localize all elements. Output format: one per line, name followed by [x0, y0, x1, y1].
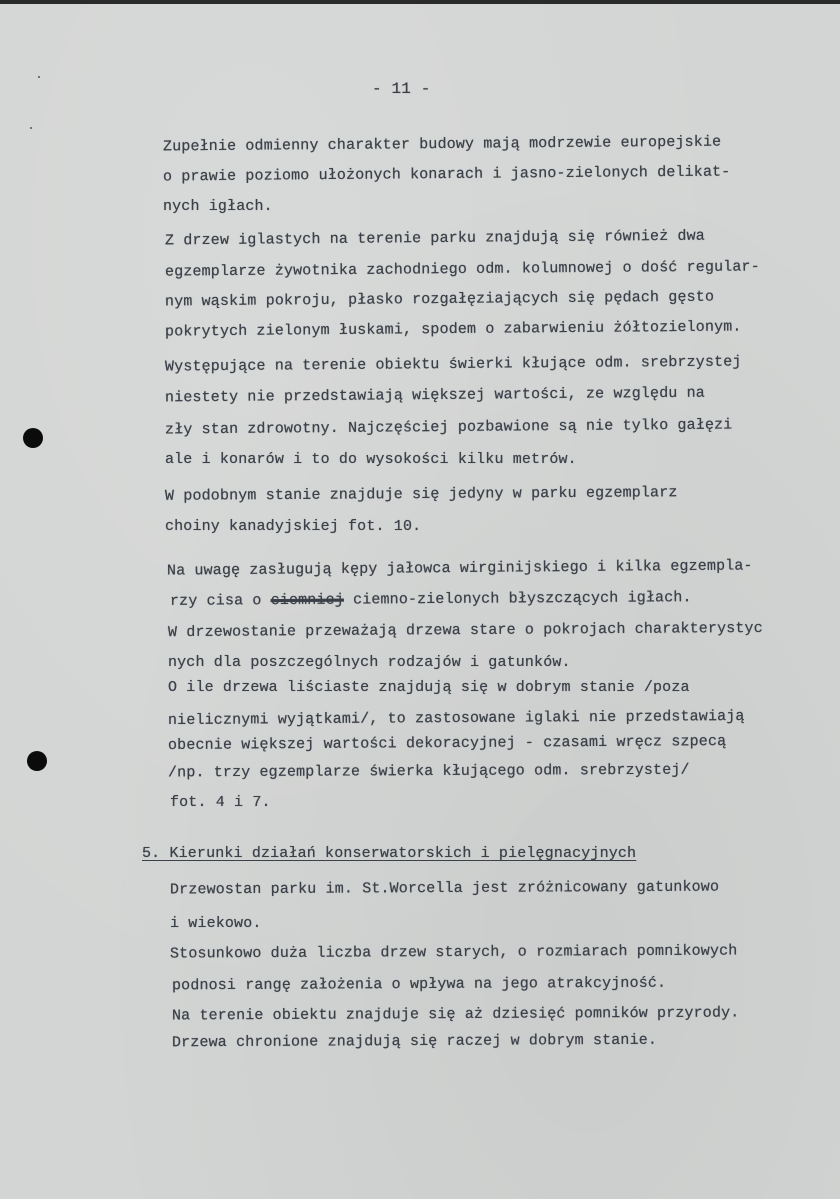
punch-hole-bottom — [27, 751, 47, 771]
section-title: Kierunki działań konserwatorskich i pielęgnacyjnych — [169, 845, 637, 862]
text-line: fot. 4 i 7. — [170, 794, 271, 811]
text-line: o prawie poziomo ułożonych konarach i jasno-zielonych delikat- — [162, 163, 731, 186]
text-line: nielicznymi wyjątkami/, to zastosowane iglaki nie przedstawiają — [167, 707, 745, 730]
text-line: Zupełnie odmienny charakter budowy mają modrzewie europejskie — [162, 133, 722, 156]
text-line: Występujące na terenie obiektu świerki kłujące odm. srebrzystej — [164, 353, 742, 376]
text-line: nych dla poszczególnych rodzajów i gatunków. — [168, 654, 571, 671]
punch-hole-top — [23, 428, 43, 448]
text-line: egzemplarze żywotnika zachodniego odm. kolumnowej o dość regular- — [164, 258, 760, 281]
text-line: W podobnym stanie znajduje się jedyny w parku egzemplarz — [164, 484, 678, 505]
section-heading — [142, 845, 636, 862]
text-line: Z drzew iglastych na terenie parku znajdują się również dwa — [164, 227, 706, 250]
text-segment: rzy cisa o — [169, 592, 271, 610]
page-top-edge — [0, 0, 840, 4]
text-line: ale i konarów i to do wysokości kilku metrów. — [165, 451, 577, 468]
section-number: 5. — [142, 845, 161, 862]
text-line-correction — [170, 589, 692, 610]
paper-speck — [38, 76, 40, 78]
text-line: Drzewostan parku im. St.Worcella jest zróżnicowany gatunkowo — [169, 878, 720, 899]
text-line: pokrytych zielonym łuskami, spodem o zabarwieniu żółtozielonym. — [164, 318, 742, 341]
text-line: Drzewa chronione znajdują się raczej w dobrym stanie. — [171, 1031, 658, 1052]
struck-out-word: ciemniej — [270, 591, 344, 610]
text-line: zły stan zdrowotny. Najczęściej pozbawione są nie tylko gałęzi — [164, 416, 733, 439]
page-number: - 11 - — [372, 80, 431, 98]
paper-speck — [30, 127, 32, 129]
text-line: Na uwagę zasługują kępy jałowca wirginijskiego i kilka egzempla- — [166, 557, 753, 580]
text-line: W drzewostanie przeważają drzewa stare o pokrojach charakterystyc — [167, 619, 763, 642]
text-line: Na terenie obiektu znajduje się aż dziesięć pomników przyrody. — [171, 1004, 740, 1025]
text-line: obecnie większej wartości dekoracyjnej - czasami wręcz szpecą — [167, 733, 727, 754]
text-line: nym wąskim pokroju, płasko rozgałęziających się pędach gęsto — [164, 288, 715, 311]
text-line: i wiekowo. — [170, 915, 262, 932]
text-line: /np. trzy egzemplarze świerka kłującego odm. srebrzystej/ — [167, 761, 690, 782]
text-line: podnosi rangę założenia o wpływa na jego atrakcyjność. — [171, 974, 667, 995]
text-line: nych igłach. — [163, 198, 273, 215]
text-segment: ciemno-zielonych błyszczących igłach. — [343, 589, 692, 609]
text-line: O ile drzewa liściaste znajdują się w dobrym stanie /poza — [168, 679, 690, 696]
text-line: niestety nie przedstawiają większej wartości, ze względu na — [164, 384, 706, 407]
text-line: choiny kanadyjskiej fot. 10. — [165, 518, 422, 535]
text-line: Stosunkowo duża liczba drzew starych, o rozmiarach pomnikowych — [169, 942, 738, 963]
